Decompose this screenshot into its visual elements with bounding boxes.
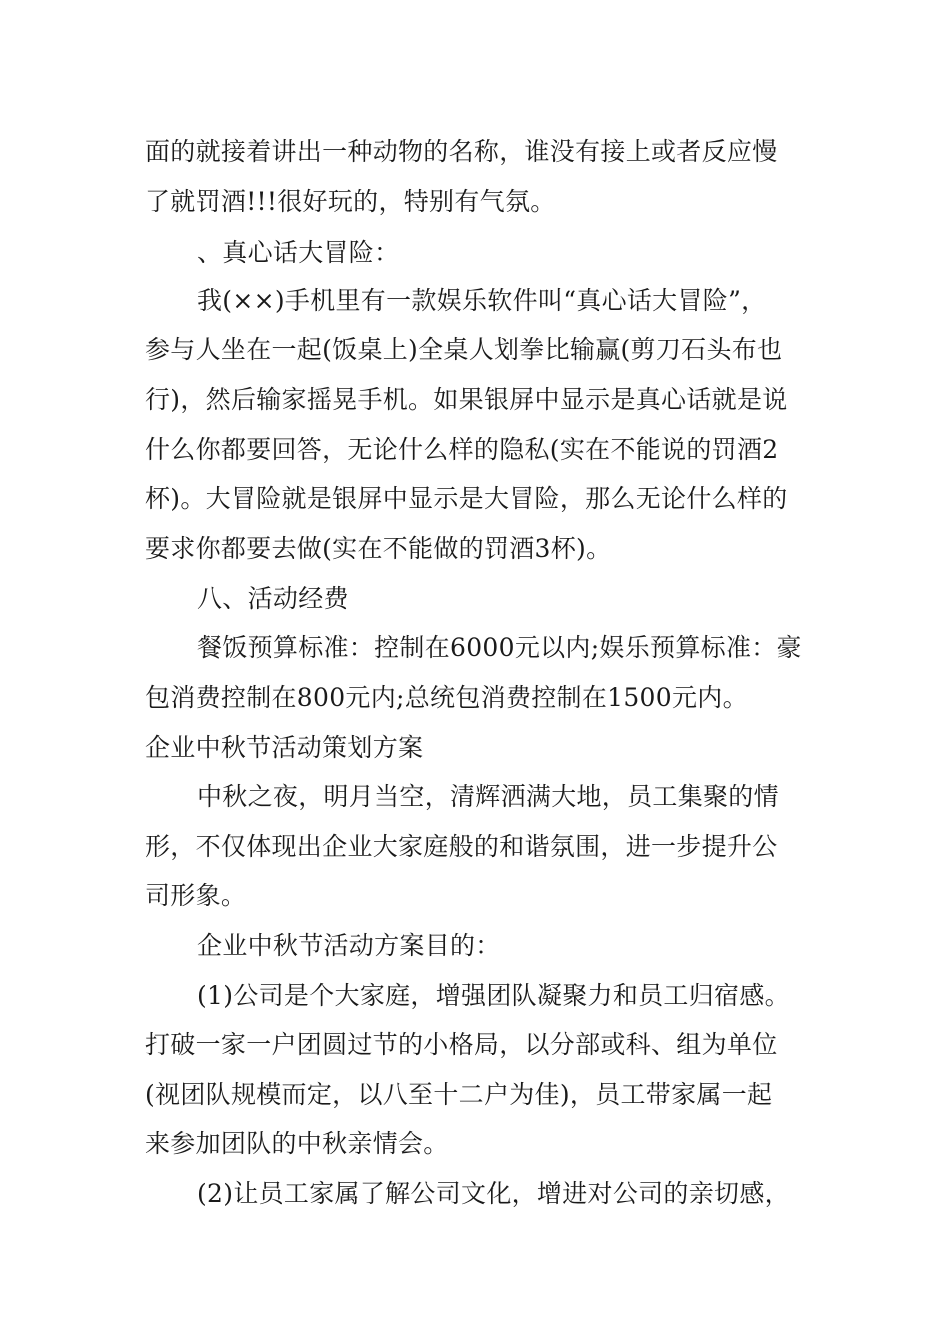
paragraph-line: 我(××)手机里有一款娱乐软件叫“真心话大冒险”， xyxy=(197,286,767,315)
paragraph-line: 司形象。 xyxy=(145,881,247,910)
paragraph-line: 杯)。大冒险就是银屏中显示是大冒险，那么无论什么样的 xyxy=(145,484,788,513)
paragraph-line: 形，不仅体现出企业大家庭般的和谐氛围，进一步提升公 xyxy=(145,832,778,861)
paragraph-line: 来参加团队的中秋亲情会。 xyxy=(145,1129,449,1158)
paragraph-line: 行)，然后输家摇晃手机。如果银屏中显示是真心话就是说 xyxy=(145,385,788,414)
paragraph-line: 了就罚酒!!!很好玩的，特别有气氛。 xyxy=(145,187,556,216)
paragraph-line: 面的就接着讲出一种动物的名称，谁没有接上或者反应慢 xyxy=(145,137,778,166)
paragraph-line: 打破一家一户团圆过节的小格局，以分部或科、组为单位 xyxy=(145,1030,778,1059)
paragraph-line: 餐饭预算标准：控制在6000元以内;娱乐预算标准：豪 xyxy=(197,633,802,662)
paragraph-line: (视团队规模而定，以八至十二户为佳)，员工带家属一起 xyxy=(145,1080,773,1109)
paragraph-line: 要求你都要去做(实在不能做的罚酒3杯)。 xyxy=(145,534,612,563)
paragraph-line: (1)公司是个大家庭，增强团队凝聚力和员工归宿感。 xyxy=(197,981,790,1010)
paragraph-line: 什么你都要回答，无论什么样的隐私(实在不能说的罚酒2 xyxy=(145,435,779,464)
paragraph-line: (2)让员工家属了解公司文化，增进对公司的亲切感， xyxy=(197,1179,790,1208)
section-heading: 企业中秋节活动方案目的： xyxy=(197,931,501,960)
paragraph-line: 包消费控制在800元内;总统包消费控制在1500元内。 xyxy=(145,683,748,712)
section-heading: 八、活动经费 xyxy=(197,584,349,613)
paragraph-line: 中秋之夜，明月当空，清辉洒满大地，员工集聚的情 xyxy=(197,782,779,811)
paragraph-line: 参与人坐在一起(饭桌上)全桌人划拳比输赢(剪刀石头布也 xyxy=(145,335,783,364)
section-heading: 、真心话大冒险： xyxy=(197,238,400,267)
document-title: 企业中秋节活动策划方案 xyxy=(145,733,424,762)
